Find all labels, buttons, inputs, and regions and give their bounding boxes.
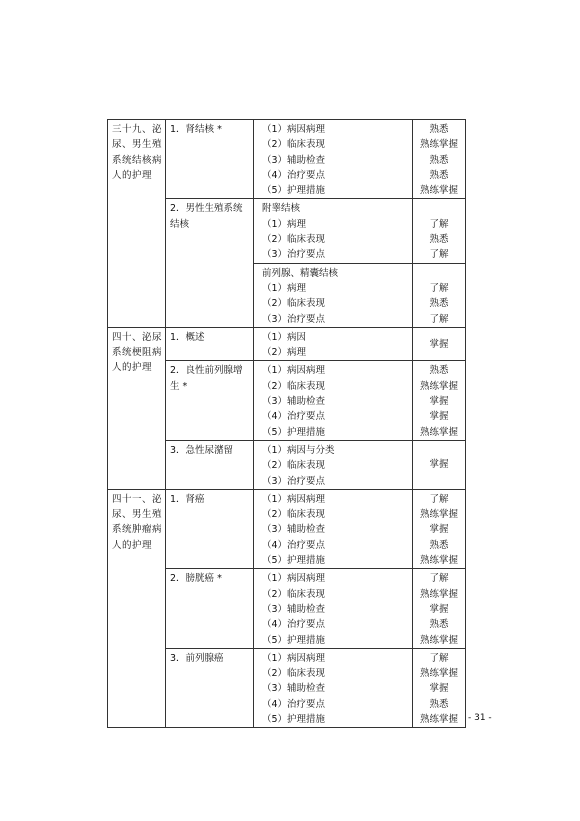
- level-value: 了解: [429, 493, 449, 505]
- content-item: （5）护理措施: [262, 185, 326, 197]
- level-value: 熟练掌握: [419, 634, 458, 646]
- topic-title: 1．肾癌: [166, 489, 254, 568]
- level-value: 熟练掌握: [419, 185, 458, 197]
- content-item: （1）病因病理: [262, 652, 326, 664]
- level-value: 掌握: [429, 524, 449, 536]
- content-item: （2）临床表现: [262, 509, 326, 521]
- level-value: 熟练掌握: [419, 713, 458, 725]
- content-item: （3）辅助检查: [262, 683, 326, 695]
- level-value: 熟悉: [429, 365, 449, 377]
- syllabus-row: [108, 489, 466, 568]
- level-value: 熟悉: [429, 619, 449, 631]
- content-item: （1）病因病理: [262, 365, 326, 377]
- level-value: 熟悉: [429, 154, 449, 166]
- topic-title: 1．肾结核 *: [166, 120, 254, 199]
- level-value: 掌握: [429, 338, 449, 350]
- content-cell: [254, 361, 413, 440]
- level-cell: [413, 648, 466, 727]
- content-item: （2）临床表现: [262, 460, 326, 472]
- group-header: 附睾结核: [262, 203, 301, 215]
- content-item: （1）病因与分类: [262, 444, 335, 456]
- content-item: （4）治疗要点: [262, 169, 326, 181]
- level-cell: [413, 199, 466, 263]
- level-cell: [413, 361, 466, 440]
- group-header: 前列腺、精囊结核: [262, 267, 339, 279]
- level-cell: [413, 569, 466, 648]
- level-cell: [413, 327, 466, 361]
- section-title: 四十一、泌尿、男生殖系统肿瘤病人的护理: [108, 489, 166, 727]
- level-spacer: [413, 201, 465, 216]
- content-item: （3）辅助检查: [262, 524, 326, 536]
- content-item: （5）护理措施: [262, 634, 326, 646]
- content-item: （2）临床表现: [262, 298, 326, 310]
- level-value: 熟练掌握: [419, 555, 458, 567]
- level-value: 熟悉: [429, 298, 449, 310]
- content-item: （4）治疗要点: [262, 539, 326, 551]
- content-cell: [254, 489, 413, 568]
- content-item: （2）临床表现: [262, 588, 326, 600]
- level-value: 掌握: [429, 411, 449, 423]
- content-cell: [254, 440, 413, 489]
- level-cell: [413, 489, 466, 568]
- content-item: （3）辅助检查: [262, 396, 326, 408]
- section-title: 四十、泌尿系统梗阻病人的护理: [108, 327, 166, 489]
- level-value: 熟悉: [429, 124, 449, 135]
- content-item: （1）病因病理: [262, 124, 326, 135]
- level-value: 熟练掌握: [419, 588, 458, 600]
- topic-title: 2．男性生殖系统结核: [166, 199, 254, 327]
- section-title: 三十九、泌尿、男生殖系统结核病人的护理: [108, 120, 166, 328]
- level-spacer: [413, 266, 465, 281]
- syllabus-body: [108, 120, 466, 728]
- level-value: 熟练掌握: [419, 139, 458, 151]
- topic-title: 2．膀胱癌 *: [166, 569, 254, 648]
- level-value: 熟悉: [429, 698, 449, 710]
- level-value: 熟悉: [429, 169, 449, 181]
- content-item: （3）辅助检查: [262, 154, 326, 166]
- level-value: 熟练掌握: [419, 668, 458, 680]
- level-value: 熟悉: [429, 539, 449, 551]
- content-item: （5）护理措施: [262, 426, 326, 438]
- level-value: 了解: [429, 652, 449, 664]
- content-item: （3）治疗要点: [262, 313, 326, 325]
- topic-title: 3．前列腺癌: [166, 648, 254, 727]
- level-cell: [413, 120, 466, 199]
- syllabus-row: [108, 120, 466, 199]
- content-item: （2）临床表现: [262, 380, 326, 392]
- topic-title: 3．急性尿潴留: [166, 440, 254, 489]
- content-item: （3）辅助检查: [262, 603, 326, 615]
- level-value: 了解: [429, 249, 449, 261]
- level-value: 熟练掌握: [419, 426, 458, 438]
- level-value: 熟练掌握: [419, 509, 458, 521]
- page-number: - 31 -: [468, 713, 492, 723]
- content-cell: [254, 569, 413, 648]
- level-cell: [413, 440, 466, 489]
- content-item: （1）病因病理: [262, 573, 326, 585]
- content-item: （2）临床表现: [262, 234, 326, 246]
- level-value: 掌握: [429, 396, 449, 408]
- syllabus-table: [107, 119, 466, 728]
- level-value: 掌握: [429, 683, 449, 695]
- content-item: （5）护理措施: [262, 555, 326, 567]
- content-item: （2）病理: [262, 347, 307, 359]
- level-value: 掌握: [429, 603, 449, 615]
- content-item: （3）治疗要点: [262, 475, 326, 487]
- content-cell: [254, 648, 413, 727]
- level-value: 了解: [429, 282, 449, 294]
- content-item: （1）病理: [262, 282, 307, 294]
- content-item: （2）临床表现: [262, 139, 326, 151]
- content-cell: [254, 327, 413, 361]
- level-value: 了解: [429, 573, 449, 585]
- level-cell: [413, 263, 466, 327]
- content-item: （3）治疗要点: [262, 249, 326, 261]
- content-item: （4）治疗要点: [262, 698, 326, 710]
- level-value: 了解: [429, 218, 449, 230]
- content-item: （1）病因病理: [262, 493, 326, 505]
- content-item: （4）治疗要点: [262, 411, 326, 423]
- content-item: （5）护理措施: [262, 713, 326, 725]
- level-value: 熟练掌握: [419, 380, 458, 392]
- content-item: （1）病理: [262, 218, 307, 230]
- topic-title: 2．良性前列腺增生 *: [166, 361, 254, 440]
- content-item: （2）临床表现: [262, 668, 326, 680]
- content-item: （1）病因: [262, 331, 307, 343]
- syllabus-row: [108, 327, 466, 361]
- level-value: 掌握: [429, 459, 449, 471]
- topic-title: 1．概述: [166, 327, 254, 361]
- content-item: （4）治疗要点: [262, 619, 326, 631]
- level-value: 熟悉: [429, 234, 449, 246]
- level-value: 了解: [429, 313, 449, 325]
- content-cell: [254, 120, 413, 199]
- content-cell: [254, 263, 413, 327]
- content-cell: [254, 199, 413, 263]
